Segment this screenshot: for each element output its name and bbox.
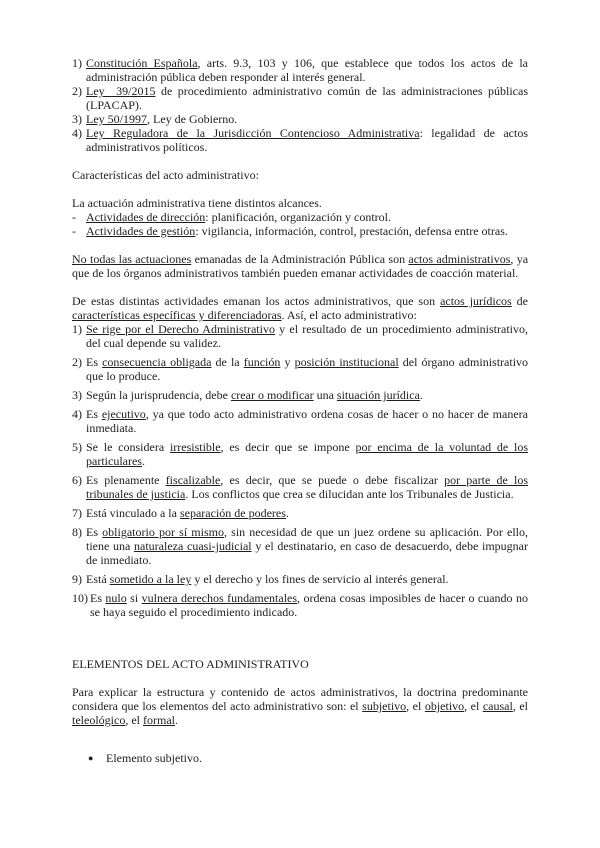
list-number: 9) <box>72 572 82 586</box>
dash-marker: - <box>72 224 76 238</box>
underlined-term: fiscalizable <box>165 473 221 487</box>
activity-text: : planificación, organización y control. <box>205 210 392 224</box>
legal-link: Ley 50/1997 <box>86 112 147 126</box>
list-item <box>72 355 528 383</box>
underlined-term: ejecutivo <box>101 407 146 421</box>
text: y el resultado de un procedimiento administrativo, del cual depende su validez. <box>86 322 528 350</box>
scope-text: La actuación administrativa tiene distintos alcances. <box>72 196 322 210</box>
underlined-term: teleológico <box>72 713 126 727</box>
underlined-term: actos jurídicos <box>440 294 512 308</box>
underlined-term: posición institucional <box>294 355 399 369</box>
list-number: 1) <box>72 322 82 336</box>
text: , sin necesidad de que un juez ordene su aplicación. Por ello, tiene una <box>86 525 528 553</box>
underlined-term: nulo <box>105 591 127 605</box>
list-item <box>72 572 528 586</box>
text: Para explicar la estructura y contenido de actos administrativos, la doctrina predominante considera que los elementos del acto administrativo son: el <box>72 685 528 713</box>
list-number: 1) <box>72 56 82 70</box>
underlined-term: Se rige por el Derecho Administrativo <box>86 322 275 336</box>
text: Según la jurisprudencia, debe <box>86 388 231 402</box>
text: Es <box>90 591 106 605</box>
list-number: 3) <box>72 112 82 126</box>
activity-term: Actividades de gestión <box>86 224 196 238</box>
list-text: , arts. 9.3, 103 y 106, que establece que todos los actos de la administración pública deben responder al interés general. <box>86 56 528 84</box>
bullet-text: Elemento subjetivo. <box>106 751 202 765</box>
text: Es <box>86 525 103 539</box>
underlined-term: naturaleza cuasi-judicial <box>134 539 252 553</box>
text: de <box>511 294 529 308</box>
features-list <box>72 322 528 619</box>
underlined-term: por parte de los tribunales de justicia <box>86 473 528 501</box>
legal-link: Ley 39/2015 <box>86 84 156 98</box>
text: una <box>313 388 337 402</box>
underlined-term: por encima de la voluntad de los particulares <box>86 440 529 468</box>
text: si <box>126 591 142 605</box>
underlined-term: características específicas y diferenciadoras <box>72 308 282 322</box>
underlined-term: causal <box>482 699 513 713</box>
underlined-term: No todas las actuaciones <box>72 252 192 266</box>
legal-references-list <box>72 56 528 154</box>
list-text: de procedimiento administrativo común de las administraciones públicas (LPACAP). <box>86 84 528 112</box>
document-content <box>72 56 528 765</box>
text: de la <box>211 355 244 369</box>
list-number: 5) <box>72 440 82 454</box>
underlined-term: irresistible <box>169 440 221 454</box>
characteristics-heading: Características del acto administrativo: <box>72 168 259 182</box>
list-number: 4) <box>72 126 82 140</box>
list-number: 3) <box>72 388 82 402</box>
text: , el <box>464 699 483 713</box>
underlined-term: actos administrativos <box>408 252 511 266</box>
underlined-term: separación de poderes <box>179 506 286 520</box>
text: , ya que todo acto administrativo ordena cosas de hacer o no hacer de manera inmediata. <box>86 407 528 435</box>
text: , es decir que se impone <box>220 440 356 454</box>
activity-text: : vigilancia, información, control, prestación, defensa entre otras. <box>195 224 508 238</box>
list-item <box>72 112 528 126</box>
list-text: : legalidad de actos administrativos políticos. <box>86 126 529 154</box>
text: , el <box>406 699 425 713</box>
text: y <box>280 355 295 369</box>
activity-item <box>72 210 528 224</box>
text: , el <box>512 699 528 713</box>
list-item <box>72 407 528 435</box>
section-heading: ELEMENTOS DEL ACTO ADMINISTRATIVO <box>72 657 309 671</box>
text: Es <box>86 355 103 369</box>
list-number: 2) <box>72 355 82 369</box>
text: . <box>285 506 289 520</box>
list-item <box>72 126 528 154</box>
underlined-term: situación jurídica <box>336 388 420 402</box>
underlined-term: objetivo <box>424 699 465 713</box>
text: . <box>141 454 145 468</box>
underlined-term: función <box>243 355 281 369</box>
list-number: 2) <box>72 84 82 98</box>
list-item <box>72 84 528 112</box>
text: emanadas de la Administración Pública son <box>191 252 409 266</box>
text: . Los conflictos que crea se dilucidan ante los Tribunales de Justicia. <box>185 487 514 501</box>
text: , ya que de los órganos administrativos también pueden emanar actividades de coacción material. <box>72 252 529 280</box>
text: Está vinculado a la <box>86 506 180 520</box>
text: . <box>419 388 423 402</box>
text: . <box>175 713 178 727</box>
text: y el derecho y los fines de servicio al interés general. <box>191 572 449 586</box>
underlined-term: obligatorio por sí mismo <box>102 525 224 539</box>
underlined-term: sometido a la ley <box>109 572 192 586</box>
list-number: 6) <box>72 473 82 487</box>
list-item <box>72 591 528 619</box>
list-number: 7) <box>72 506 82 520</box>
list-item <box>72 322 528 350</box>
legal-link: Ley Reguladora de la Jurisdicción Contencioso Administrativa <box>86 126 420 140</box>
list-item <box>72 473 528 501</box>
text: del órgano administrativo que lo produce. <box>86 355 529 383</box>
text: Es <box>86 407 102 421</box>
elements-paragraph <box>72 685 528 727</box>
list-text: , Ley de Gobierno. <box>147 112 238 126</box>
activity-item <box>72 224 528 238</box>
text: y el destinatario, en caso de desacuerdo, debe impugnar de inmediato. <box>86 539 528 567</box>
list-item <box>72 506 528 520</box>
list-number: 8) <box>72 525 82 539</box>
dash-marker: - <box>72 210 76 224</box>
list-item <box>72 525 528 567</box>
legal-link: Constitución Española <box>86 56 198 70</box>
text: , el <box>125 713 143 727</box>
list-item <box>72 56 528 84</box>
text: Es plenamente <box>86 473 166 487</box>
text: Se le considera <box>86 440 170 454</box>
paragraph-actuaciones <box>72 252 528 280</box>
text: , es decir, que se puede o debe fiscalizar <box>220 473 445 487</box>
list-number: 4) <box>72 407 82 421</box>
text: , ordena cosas imposibles de hacer o cuando no se haya seguido el procedimiento indicado. <box>90 591 528 619</box>
text: De estas distintas actividades emanan los actos administrativos, que son <box>72 294 441 308</box>
text: . Así, el acto administrativo: <box>281 308 417 322</box>
underlined-term: formal <box>143 713 175 727</box>
activity-term: Actividades de dirección <box>86 210 206 224</box>
list-number: 10) <box>72 591 88 605</box>
underlined-term: subjetivo <box>362 699 407 713</box>
bullet-icon: ● <box>88 753 94 763</box>
underlined-term: vulnera derechos fundamentales <box>141 591 298 605</box>
bullet-item <box>88 751 528 765</box>
list-item <box>72 440 528 468</box>
underlined-term: crear o modificar <box>230 388 314 402</box>
paragraph-actos-juridicos <box>72 294 528 322</box>
list-item <box>72 388 528 402</box>
text: Está <box>86 572 110 586</box>
underlined-term: consecuencia obligada <box>102 355 212 369</box>
